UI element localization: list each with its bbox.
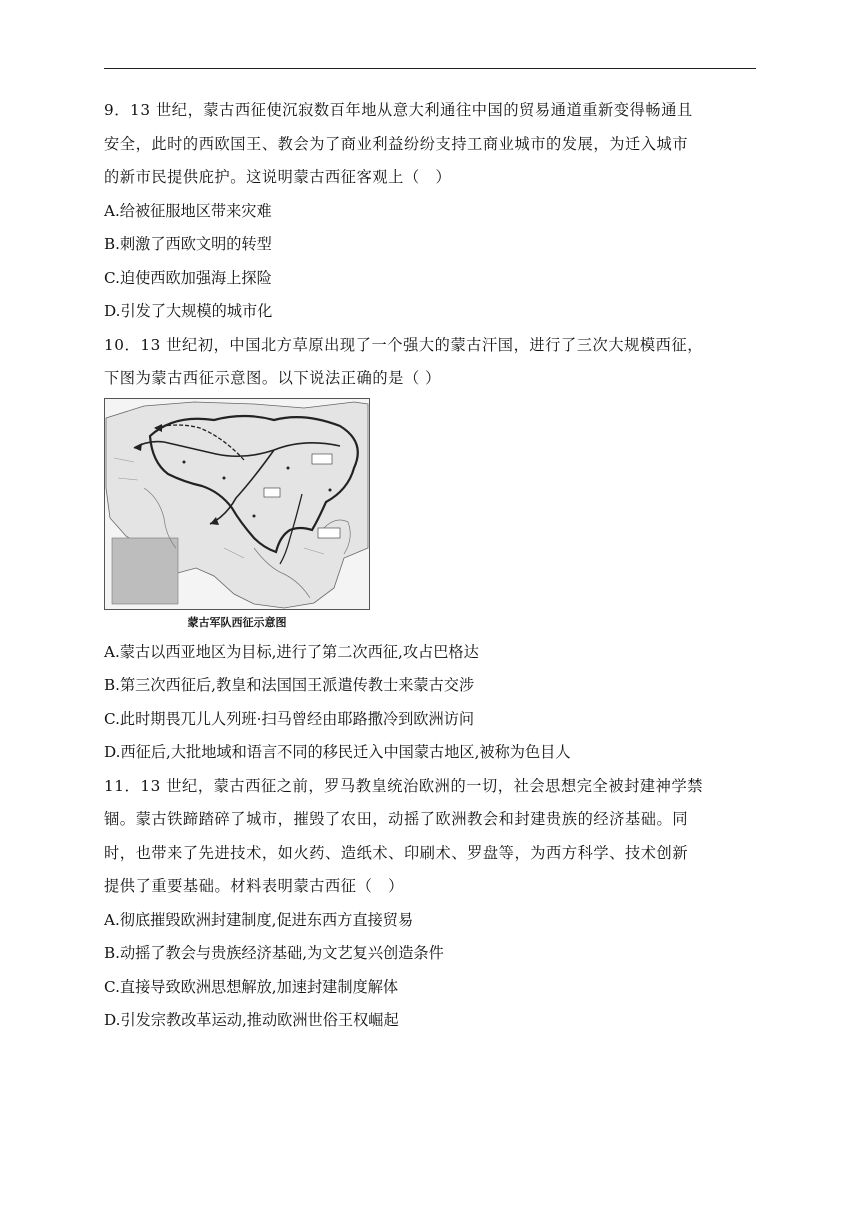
map-image [104,398,370,610]
question-9-option-c[interactable]: C.迫使西欧加强海上探险 [104,268,272,287]
question-9-stem-line: 9．13 世纪，蒙古西征使沉寂数百年地从意大利通往中国的贸易通道重新变得畅通且 [104,101,693,119]
question-10-option-a[interactable]: A.蒙古以西亚地区为目标,进行了第二次西征,攻占巴格达 [104,642,479,661]
question-11 [104,770,764,1038]
question-9 [104,94,764,329]
question-9-option-a[interactable]: A.给被征服地区带来灾难 [104,201,272,220]
question-9-stem-line: 的新市民提供庇护。这说明蒙古西征客观上（ ） [104,168,452,186]
question-10-option-d[interactable]: D.西征后,大批地域和语言不同的移民迁入中国蒙古地区,被称为色目人 [104,743,571,761]
question-10-option-c[interactable]: C.此时期畏兀儿人列班·扫马曾经由耶路撒冷到欧洲访问 [104,709,475,728]
question-11-stem-line: 11．13 世纪，蒙古西征之前，罗马教皇统治欧洲的一切，社会思想完全被封建神学禁 [104,776,704,795]
question-10 [104,329,764,770]
question-10-stem-line: 10．13 世纪初，中国北方草原出现了一个强大的蒙古汗国，进行了三次大规模西征， [104,335,704,354]
mongol-westward-map-figure [104,398,370,634]
header-rule [104,68,756,69]
question-9-option-d[interactable]: D.引发了大规模的城市化 [104,302,273,320]
question-11-stem-line: 提供了重要基础。材料表明蒙古西征（ ） [104,877,404,895]
question-11-option-d[interactable]: D.引发宗教改革运动,推动欧洲世俗王权崛起 [104,1011,399,1029]
question-11-option-c[interactable]: C.直接导致欧洲思想解放,加速封建制度解体 [104,977,399,996]
question-11-option-a[interactable]: A.彻底摧毁欧洲封建制度,促进东西方直接贸易 [104,910,414,929]
question-11-stem-line: 锢。蒙古铁蹄踏碎了城市，摧毁了农田，动摇了欧洲教会和封建贵族的经济基础。同 [104,810,689,828]
question-9-stem-line: 安全，此时的西欧国王、教会为了商业利益纷纷支持工商业城市的发展，为迁入城市 [104,134,689,153]
question-11-stem-line: 时，也带来了先进技术，如火药、造纸术、印刷术、罗盘等，为西方科学、技术创新 [104,843,689,862]
question-9-option-b[interactable]: B.刺激了西欧文明的转型 [104,235,272,253]
question-10-stem-line: 下图为蒙古西征示意图。以下说法正确的是（ ） [104,369,441,387]
question-11-option-b[interactable]: B.动摇了教会与贵族经济基础,为文艺复兴创造条件 [104,944,444,962]
map-caption: 蒙古军队西征示意图 [187,615,287,629]
question-list [104,94,764,1038]
question-10-option-b[interactable]: B.第三次西征后,教皇和法国国王派遣传教士来蒙古交涉 [104,676,475,694]
